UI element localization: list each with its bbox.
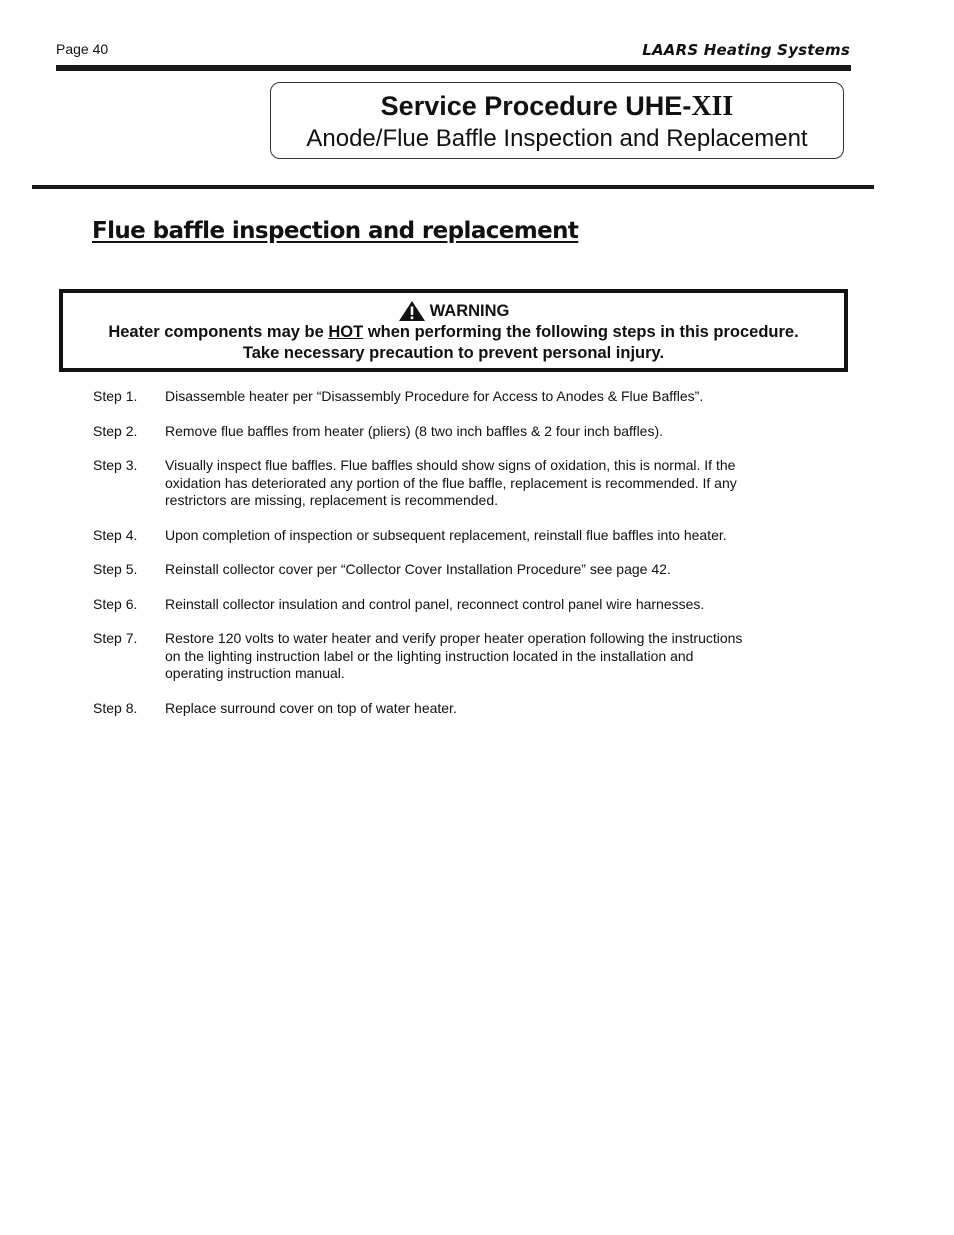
warning-line-1-before: Heater components may be: [108, 323, 329, 341]
warning-line-2: Take necessary precaution to prevent personal injury.: [242, 344, 665, 362]
step-text: Disassemble heater per “Disassembly Procedure for Access to Anodes & Flue Baffles”.: [165, 388, 704, 404]
header-rule: [56, 65, 851, 71]
step-text: Reinstall collector insulation and control panel, reconnect control panel wire harnesses.: [165, 595, 705, 612]
step-text: Replace surround cover on top of water heater.: [165, 699, 457, 716]
section-rule: [32, 185, 874, 189]
step-item: [93, 700, 853, 718]
step-text: Upon completion of inspection or subsequent replacement, reinstall flue baffles into heater.: [165, 526, 727, 543]
warning-title-row: [63, 300, 844, 322]
step-label: Step 2.: [93, 422, 138, 439]
step-text: Restore 120 volts to water heater and verify proper heater operation following the instructions on the lighting instruction label or the lighting instruction located in the installation and operating instruction manual.: [165, 630, 743, 681]
step-label: Step 8.: [93, 699, 138, 716]
step-item: [93, 561, 853, 579]
warning-box: [59, 289, 848, 372]
step-text: Reinstall collector cover per “Collector Cover Installation Procedure” see page 42.: [165, 561, 671, 577]
step-label: Step 4.: [93, 526, 138, 543]
warning-hot-emphasis: HOT: [328, 323, 364, 341]
warning-triangle-icon: [398, 300, 426, 322]
step-item: [93, 457, 853, 510]
steps-list: [93, 388, 853, 734]
section-heading: Flue baffle inspection and replacement: [92, 218, 579, 244]
step-text: Remove flue baffles from heater (pliers) (8 two inch baffles & 2 four inch baffles).: [165, 422, 664, 439]
page-number: Page 40: [56, 41, 109, 57]
warning-line-1: [63, 322, 844, 343]
step-label: Step 1.: [93, 388, 138, 404]
warning-title: WARNING: [429, 301, 510, 320]
step-item: [93, 388, 853, 406]
step-label: Step 7.: [93, 630, 138, 646]
step-item: [93, 527, 853, 545]
procedure-title: [271, 89, 843, 124]
step-item: [93, 630, 853, 683]
warning-line-1-after: when performing the following steps in this procedure.: [363, 323, 799, 341]
procedure-title-numeral: XII: [691, 91, 734, 122]
step-text: Visually inspect flue baffles. Flue baffles should show signs of oxidation, this is normal. If the oxidation has deteriorated any portion of the flue baffle, replacement is recommended. If any restrictors are missing, replacement is recommended.: [165, 457, 737, 508]
step-label: Step 6.: [93, 595, 138, 612]
title-box: [270, 82, 844, 159]
brand-name: LAARS Heating Systems: [642, 41, 850, 59]
step-label: Step 5.: [93, 561, 138, 577]
procedure-title-prefix: Service Procedure UHE-: [380, 91, 692, 121]
step-label: Step 3.: [93, 457, 138, 473]
step-item: [93, 423, 853, 441]
step-item: [93, 596, 853, 614]
procedure-subtitle: Anode/Flue Baffle Inspection and Replacement: [306, 125, 808, 152]
